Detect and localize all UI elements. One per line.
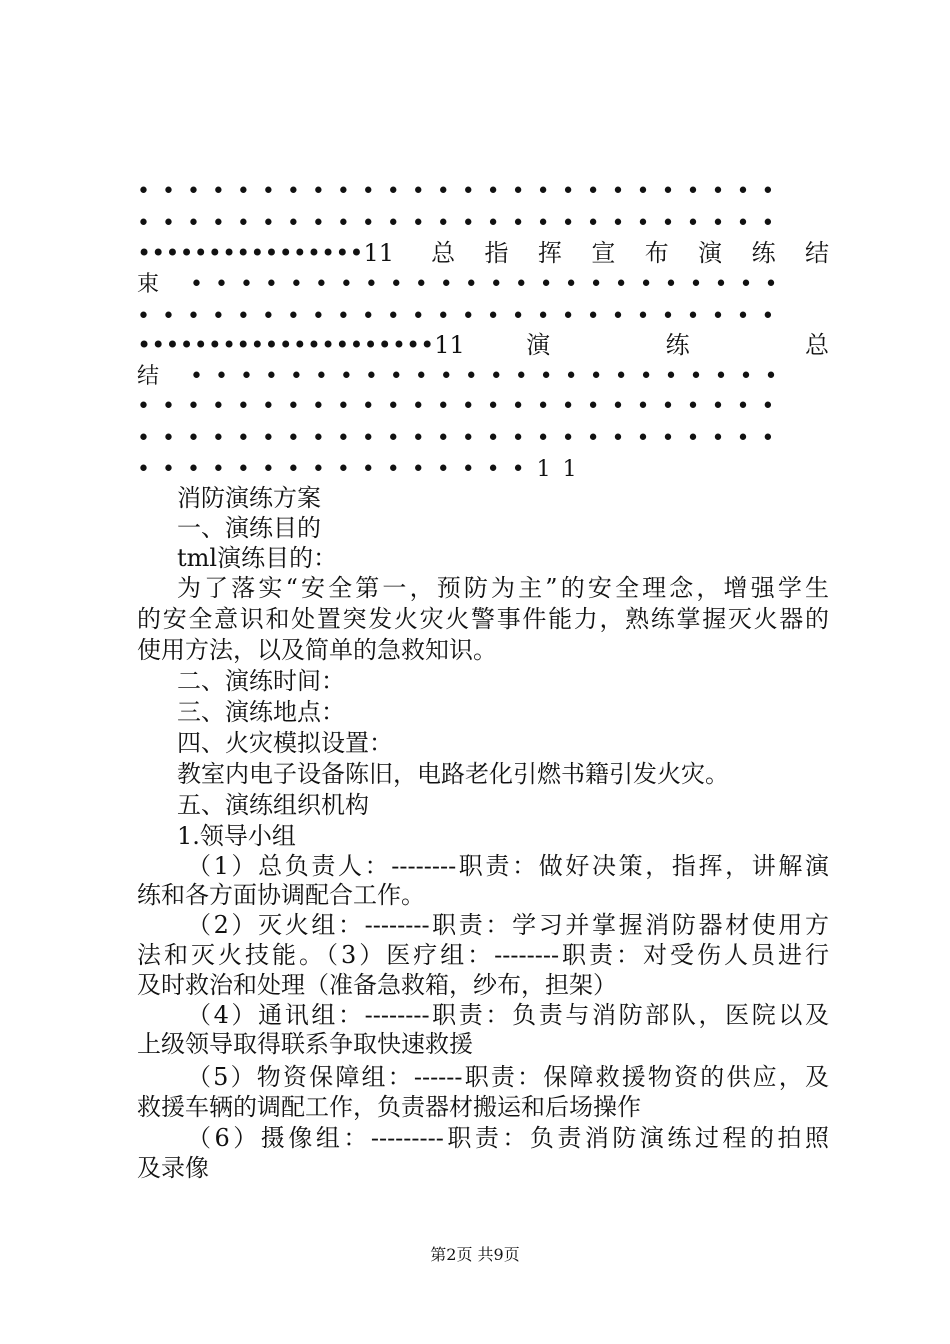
toc-entry: 结 •••••••••••••••••••••••• xyxy=(137,364,790,389)
section-heading: 一、演练目的 xyxy=(177,514,321,542)
list-item-line: 法和灭火技能。（3）医疗组：--------职责：对受伤人员进行 xyxy=(137,941,829,969)
paragraph-line: 为了落实“安全第一，预防为主”的安全理念，增强学生 xyxy=(177,574,829,602)
toc-dot-line: •••••••••••••••••••••••••• xyxy=(137,179,787,204)
doc-title: 消防演练方案 xyxy=(177,484,321,512)
toc-dot-line: •••••••••••••••••••••••••• xyxy=(137,211,787,236)
toc-entry: 束 •••••••••••••••••••••••• xyxy=(137,272,790,297)
list-item-line: 练和各方面协调配合工作。 xyxy=(137,881,425,909)
list-item-line: （1）总负责人：--------职责：做好决策，指挥，讲解演 xyxy=(187,852,829,880)
section-heading: 五、演练组织机构 xyxy=(177,791,369,819)
list-item-line: （5）物资保障组：------职责：保障救援物资的供应，及 xyxy=(187,1063,829,1091)
paragraph-line: 的安全意识和处置突发火灾火警事件能力，熟练掌握灭火器的 xyxy=(137,605,829,633)
paragraph-line: 使用方法，以及简单的急救知识。 xyxy=(137,636,497,664)
list-item-line: 及时救治和处理（准备急救箱，纱布，担架） xyxy=(137,971,617,999)
toc-dot-line: •••••••••••••••••••••••••• xyxy=(137,394,787,419)
toc-dot-line: •••••••••••••••••••••••••• xyxy=(137,426,787,451)
list-item-line: （2）灭火组：--------职责：学习并掌握消防器材使用方 xyxy=(187,911,829,939)
purpose-label: tml演练目的： xyxy=(177,544,338,572)
paragraph-line: 教室内电子设备陈旧，电路老化引燃书籍引发火灾。 xyxy=(177,760,729,788)
subsection-heading: 1.领导小组 xyxy=(177,822,296,850)
toc-entry: •••••••••••••••••••••11 演 练 总 xyxy=(137,331,829,359)
toc-dot-line: •••••••••••••••••••••••••• xyxy=(137,304,787,329)
section-heading: 二、演练时间： xyxy=(177,667,345,695)
list-item-line: 救援车辆的调配工作，负责器材搬运和后场操作 xyxy=(137,1093,641,1121)
toc-entry: ••••••••••••••••11 xyxy=(137,457,589,482)
section-heading: 四、火灾模拟设置： xyxy=(177,729,393,757)
list-item-line: （6）摄像组：---------职责：负责消防演练过程的拍照 xyxy=(187,1124,829,1152)
list-item-line: 上级领导取得联系争取快速救援 xyxy=(137,1030,473,1058)
section-heading: 三、演练地点： xyxy=(177,698,345,726)
page-footer: 第2页 共9页 xyxy=(430,1245,520,1264)
list-item-line: 及录像 xyxy=(137,1154,209,1182)
toc-entry: ••••••••••••••••11 总指挥宣布演练结 xyxy=(137,239,829,267)
list-item-line: （4）通讯组：--------职责：负责与消防部队，医院以及 xyxy=(187,1001,829,1029)
